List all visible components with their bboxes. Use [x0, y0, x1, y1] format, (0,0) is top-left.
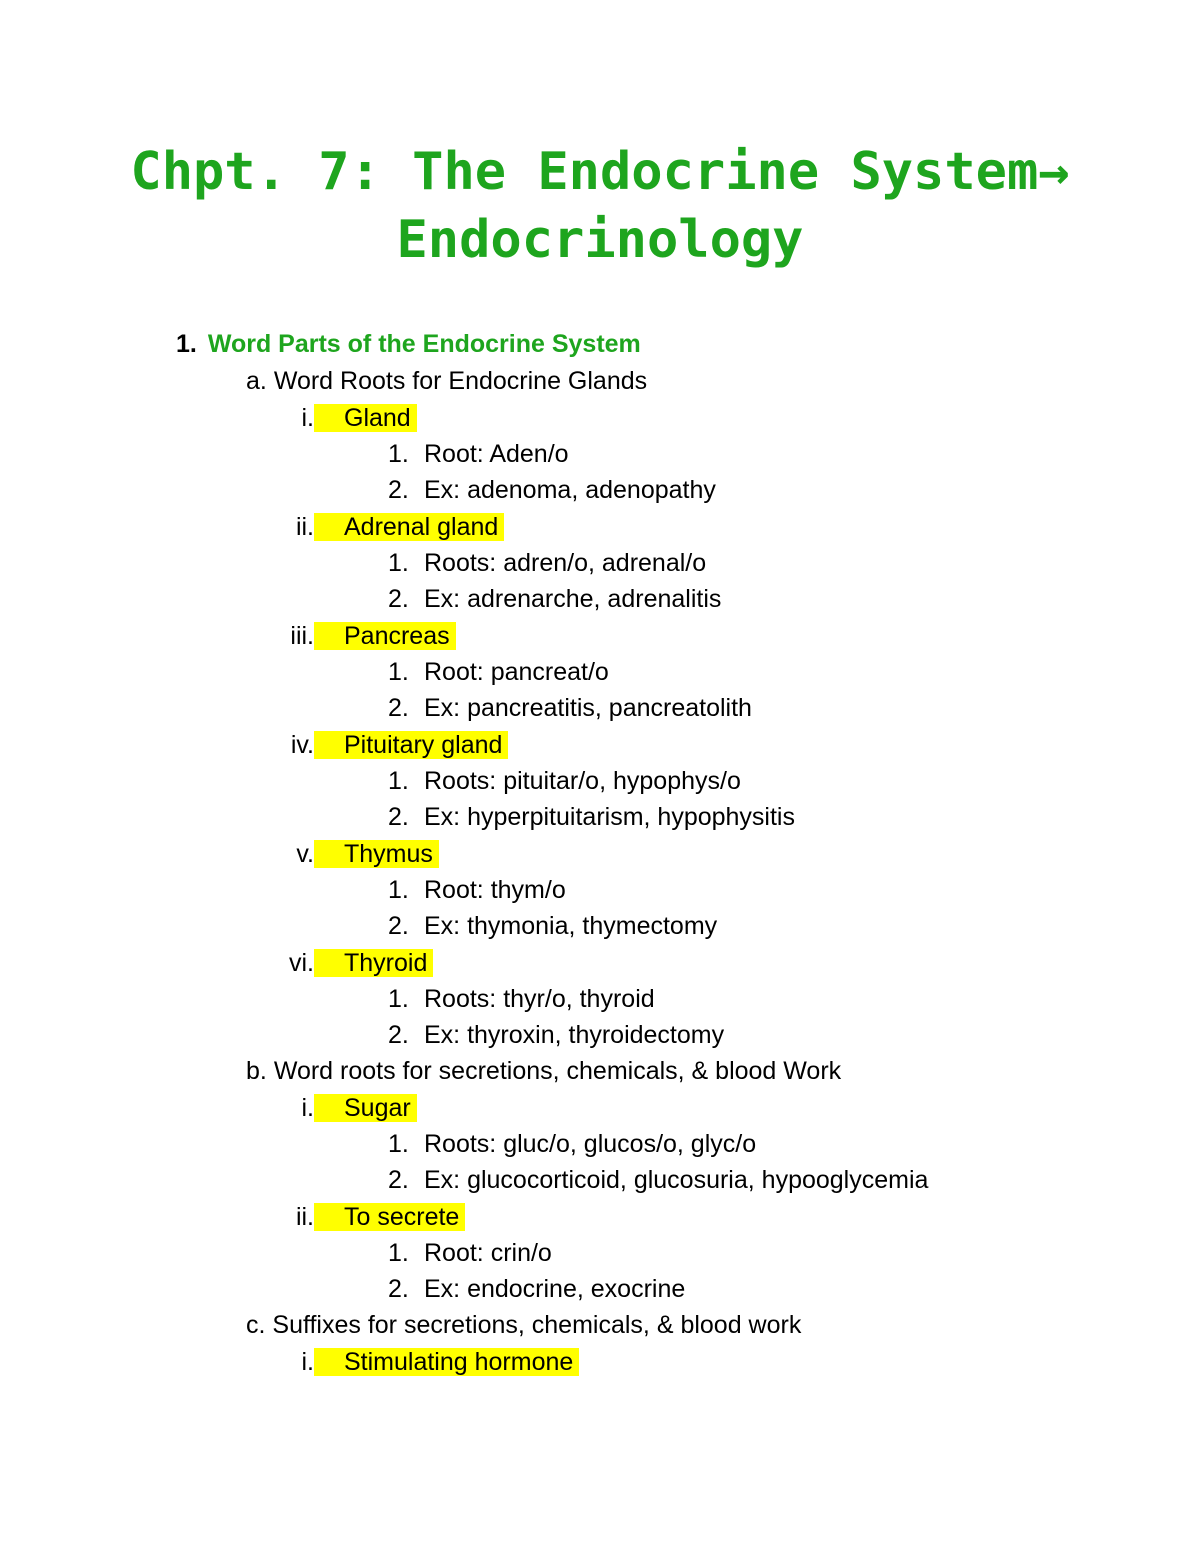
item-marker: ii. [295, 1203, 314, 1231]
list-item [254, 1199, 465, 1235]
list-item [254, 400, 417, 436]
item-marker: v. [296, 840, 314, 868]
item-text: Root: Aden/o [424, 440, 569, 468]
item-number: 2. [388, 803, 409, 831]
list-item [254, 727, 508, 763]
item-text: Root: thym/o [424, 876, 566, 904]
list-item [254, 945, 433, 981]
list-item [254, 836, 439, 872]
subsection-marker: b. [246, 1057, 267, 1085]
item-number: 2. [388, 694, 409, 722]
highlighted-term: To secrete [314, 1203, 465, 1231]
list-item [254, 1344, 579, 1380]
section-heading [176, 326, 641, 362]
subsection-c [246, 1307, 801, 1343]
list-item [388, 472, 716, 508]
item-text: Ex: thymonia, thymectomy [424, 912, 718, 940]
list-item [388, 981, 655, 1017]
highlighted-term: Adrenal gland [314, 513, 504, 541]
subsection-label: Word roots for secretions, chemicals, & blood Work [273, 1057, 842, 1085]
item-text: Roots: adren/o, adrenal/o [424, 549, 707, 577]
highlighted-term: Thyroid [314, 949, 433, 977]
item-number: 2. [388, 585, 409, 613]
list-item [388, 1162, 928, 1198]
subsection-label: Suffixes for secretions, chemicals, & blood work [272, 1311, 802, 1339]
item-text: Ex: glucocorticoid, glucosuria, hypooglycemia [424, 1166, 929, 1194]
list-item [388, 1271, 685, 1307]
list-item [388, 908, 717, 944]
list-item [388, 581, 721, 617]
section-heading-text: Word Parts of the Endocrine System [207, 330, 641, 358]
item-text: Roots: pituitar/o, hypophys/o [424, 767, 741, 795]
item-number: 1. [388, 1239, 409, 1267]
list-item [388, 1126, 756, 1162]
list-item [388, 799, 795, 835]
subsection-marker: c. [246, 1311, 266, 1339]
item-number: 1. [388, 1130, 409, 1158]
item-text: Ex: adenoma, adenopathy [424, 476, 716, 504]
highlighted-term: Gland [314, 404, 417, 432]
subsection-b [246, 1053, 841, 1089]
list-item [254, 509, 504, 545]
list-item [388, 763, 741, 799]
item-number: 1. [388, 440, 409, 468]
item-number: 1. [388, 658, 409, 686]
item-number: 1. [388, 985, 409, 1013]
list-item [388, 1235, 552, 1271]
subsection-label: Word Roots for Endocrine Glands [273, 367, 648, 395]
item-number: 2. [388, 1275, 409, 1303]
document-title [0, 138, 1200, 274]
item-text: Ex: pancreatitis, pancreatolith [424, 694, 752, 722]
item-marker: iii. [290, 622, 314, 650]
highlighted-term: Stimulating hormone [314, 1348, 579, 1376]
title-line-1: Chpt. 7: The Endocrine System→ [130, 142, 1070, 202]
item-marker: i. [301, 404, 314, 432]
list-item [388, 690, 752, 726]
item-text: Roots: gluc/o, glucos/o, glyc/o [424, 1130, 757, 1158]
list-item [388, 1017, 724, 1053]
item-text: Roots: thyr/o, thyroid [424, 985, 655, 1013]
item-text: Root: pancreat/o [424, 658, 609, 686]
highlighted-term: Sugar [314, 1094, 417, 1122]
title-line-2: Endocrinology [396, 210, 804, 270]
item-number: 1. [388, 876, 409, 904]
item-marker: i. [301, 1094, 314, 1122]
section-number: 1. [176, 330, 197, 358]
highlighted-term: Pituitary gland [314, 731, 508, 759]
list-item [254, 1090, 417, 1126]
list-item [254, 618, 456, 654]
highlighted-term: Pancreas [314, 622, 456, 650]
item-number: 2. [388, 476, 409, 504]
item-marker: ii. [295, 513, 314, 541]
item-text: Ex: endocrine, exocrine [424, 1275, 686, 1303]
item-number: 2. [388, 912, 409, 940]
subsection-marker: a. [246, 367, 267, 395]
item-text: Ex: adrenarche, adrenalitis [424, 585, 722, 613]
item-text: Ex: thyroxin, thyroidectomy [424, 1021, 725, 1049]
item-number: 2. [388, 1166, 409, 1194]
item-marker: vi. [289, 949, 314, 977]
item-marker: i. [301, 1348, 314, 1376]
list-item [388, 872, 566, 908]
item-number: 2. [388, 1021, 409, 1049]
list-item [388, 654, 609, 690]
item-text: Ex: hyperpituitarism, hypophysitis [424, 803, 795, 831]
highlighted-term: Thymus [314, 840, 439, 868]
list-item [388, 436, 569, 472]
item-number: 1. [388, 767, 409, 795]
item-text: Root: crin/o [424, 1239, 552, 1267]
list-item [388, 545, 706, 581]
subsection-a [246, 363, 647, 399]
item-marker: iv. [290, 731, 314, 759]
item-number: 1. [388, 549, 409, 577]
